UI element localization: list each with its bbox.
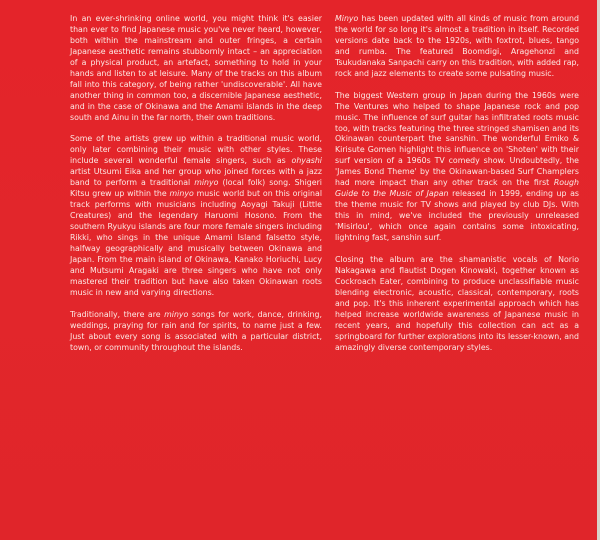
rough-guide-title: Rough Guide to the Music of Japan <box>335 178 579 199</box>
intro-text: In an ever-shrinking online world, you might think it's easier than ever to find Japanese music you've never heard, however, both within the mainstream and outer fringes, a certain Japanese aesthetic remains stubbornly intact – an appreciation of a physical product, an artefact, something to hold in your hands and listen to at leisure. Many of the tracks on this album fall into this category, of being rather 'undiscoverable'. All have another thing in common too, a discernible Japanese aesthetic, and in the case of Okinawa and the Amami islands in the deep south and Ainu in the far north, their own traditions. <box>70 14 322 122</box>
tradition-paragraph <box>70 310 322 354</box>
left-column <box>70 14 322 354</box>
ohyashi-term: ohyashi <box>291 156 322 166</box>
minyo-term-1: minyo <box>194 178 219 188</box>
artists-text-e: (local folk) song. Shigeri Kitsu grew up within the <box>70 178 322 199</box>
minyo-text-b: has been updated with all kinds of music from around the world for so long it's almost a tradition in itself. Recorded versions date back to the 1920s, with foxtrot, blues, tango and rumba. The featured Boomdigi, Aragehonzi and Tsukudanaka Sanpachi carry on this tradition, with added rap, rock and jazz elements to create some pulsating music. <box>335 14 579 78</box>
right-column <box>335 14 579 354</box>
minyo-term-2: minyo <box>169 189 194 199</box>
artists-paragraph <box>70 134 322 298</box>
tradition-text-c: songs for work, dance, drinking, weddings, praying for rain and for spirits, to name just a few. Just about every song is associated with a particular district, town, or community throughout the islands. <box>70 309 322 352</box>
artists-text-a: Some of the artists grew up within a traditional music world, only later combining their music with other styles. These include several wonderful female singers, such as <box>70 134 322 166</box>
ventures-text-c: released in 1999, ending up as the theme music for TV shows and played by club DJs. With this in mind, we've included the previously unreleased 'Misirlou', which once again contains some intoxicating, lightning fast, sanshin surf. <box>335 189 579 243</box>
artists-text-g: music world but on this original track performs with musicians including Aoyagi Takuji (Little Creatures) and the legendary Haruomi Hosono. From the southern Ryukyu islands are four more female singers including Rikki, who sings in the unique Amami Island falsetto style, halfway geographically and musically between Okinawa and Japan. From the main island of Okinawa, Kanako Horiuchi, Lucy and Mutsumi Aragaki are three singers who have not only mastered their tradition but have also taken Okinawan roots music in new and varying directions. <box>70 189 322 297</box>
artists-text-c: artist Utsumi Eika and her group who joined forces with a jazz band to perform a traditional <box>70 167 322 188</box>
closing-text: Closing the album are the shamanistic vocals of Norio Nakagawa and flautist Dogen Kinowaki, together known as Cockroach Eater, combining to produce unclassifiable music blending electronic, acoustic, classical, contemporary, roots and pop. It's this inherent experimental approach which has helped increase worldwide awareness of Japanese music in recent years, and hopefully this collection can act as a springboard for further explorations into its lesser-known, and amazingly diverse contemporary styles. <box>335 254 579 352</box>
minyo-term-3: minyo <box>164 309 189 319</box>
ventures-paragraph <box>335 91 579 244</box>
minyo-paragraph <box>335 14 579 80</box>
intro-paragraph <box>70 14 322 124</box>
tradition-text-a: Traditionally, there are <box>70 309 165 319</box>
ventures-text-a: The biggest Western group in Japan during the 1960s were The Ventures who helped to shape Japanese rock and pop music. The influence of surf guitar has infiltrated roots music too, with tracks featuring the three stringed shamisen and its Okinawan counterpart the sanshin. The wonderful Emiko & Kirisute Gomen highlight this influence on 'Shoten' with their surf version of a 1960s TV comedy show. Undoubtedly, the 'James Bond Theme' by the Okinawan-based Surf Champlers had more impact than any other track on the first <box>335 90 579 188</box>
closing-paragraph <box>335 255 579 354</box>
minyo-term-4: Minyo <box>335 14 359 23</box>
